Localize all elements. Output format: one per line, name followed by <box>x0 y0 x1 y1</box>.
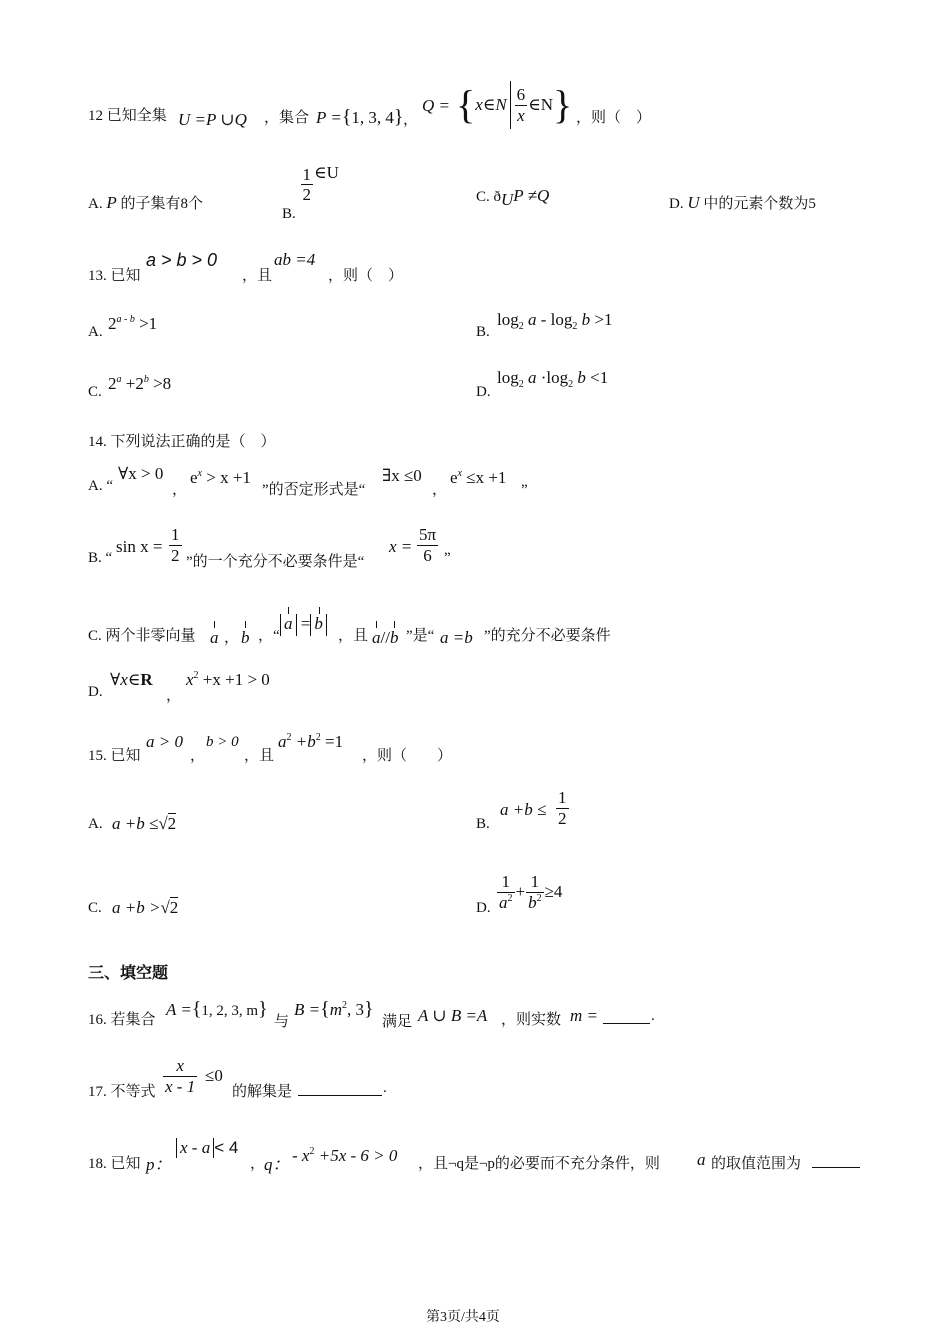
q15-b-frac: $\frac{1}{2}$ <box>558 788 567 828</box>
q16-m: m = <box>570 1006 598 1025</box>
q14-c-vec-b: b <box>241 628 250 647</box>
q13-option-c-expr: $2^a +2^b >8$ <box>108 374 172 393</box>
q13-option-d: D. <box>476 384 491 400</box>
q15-option-c: C. <box>88 900 102 916</box>
q16-cond: A ∪ B =A <box>418 1006 488 1025</box>
q15-and: ，且 <box>244 748 275 764</box>
q15-option-b: B. <box>476 816 490 832</box>
q14-option-d: D. <box>88 684 103 700</box>
q13-option-a-expr: $2^{a - b} >1$ <box>108 314 158 333</box>
q14-option-b: B. “ <box>88 550 113 566</box>
q15-stem: 15. 已知 <box>88 748 141 764</box>
q14-c-and: ，且 <box>338 628 369 644</box>
q14-b-mid: ”的一个充分不必要条件是“ <box>186 554 365 570</box>
q17-answer-blank[interactable] <box>298 1083 382 1096</box>
q15-option-a: A. <box>88 816 103 832</box>
q18-end: 的取值范围为 <box>711 1156 802 1172</box>
q17-ask: 的解集是 <box>232 1084 293 1100</box>
q14-option-a: A. “ <box>88 478 113 494</box>
q13-option-d-expr: $\log_2 a \cdot\log_2$ b <1 <box>497 368 609 390</box>
q12-option-a: A. P 的子集有8个 <box>88 193 203 212</box>
q14-b-end: ” <box>444 550 451 566</box>
q13-option-b-expr: $\log_2 a - \log_2 b >1$ <box>497 310 613 332</box>
q12-set-p: P ={1, 3, 4} <box>316 106 404 128</box>
q16-cond-text: 满足 <box>382 1014 413 1030</box>
q18-mid: ，且¬q是¬p的必要而不充分条件，则 <box>418 1156 660 1172</box>
q13-option-c: C. <box>88 384 102 400</box>
q18-a: a <box>697 1150 706 1169</box>
q15-d-expr: $\frac{1}{a^2}$ + $\frac{1}{b^2}$ ≥4 <box>499 872 563 912</box>
q17-end: . <box>383 1080 387 1096</box>
q16-end: . <box>651 1008 655 1024</box>
q14-a-end: „ <box>521 474 528 490</box>
q15-c-expr: a +b >√2 <box>112 898 179 917</box>
page-number: 第3页/共4页 <box>426 1310 500 1325</box>
q17-frac: $\frac{x}{x - 1}$ <box>165 1056 196 1096</box>
q12-stem: 12 已知全集 <box>88 108 167 124</box>
q18-comma: ， <box>250 1156 266 1172</box>
q13-option-a: A. <box>88 324 103 340</box>
q15-cond-a: a > 0 <box>146 732 183 751</box>
q12-option-b: B. $\frac{1}{2}$ ∈U <box>282 163 339 222</box>
q14-a-part2: $e^x > x +1$ <box>190 468 251 487</box>
q12-set-q-lhs: Q = <box>422 96 450 115</box>
q14-a-comma: ， <box>172 482 188 498</box>
q15-a-expr: a +b ≤√2 <box>112 814 177 833</box>
q13-stem: 13. 已知 <box>88 268 141 284</box>
q14-a-comma2: ， <box>432 482 448 498</box>
q13-product: ab =4 <box>274 250 316 269</box>
q14-c-parallel: a//b <box>372 628 399 647</box>
q14-a-part4: $e^x \le x +1$ <box>450 468 507 487</box>
q18-p: p： <box>146 1155 172 1174</box>
q12-universe: U =P ∪Q <box>178 110 247 129</box>
q14-stem: 14. 下列说法正确的是（ ） <box>88 434 276 450</box>
q12-option-c: C. $ð_UP \ne Q$ <box>476 186 550 209</box>
q17-stem: 17. 不等式 <box>88 1084 156 1100</box>
q14-c-quote1: ，“ <box>258 628 280 644</box>
q14-c-vec-a: a <box>210 628 219 647</box>
q15-cond-sum: $a^2 +b^2 =1$ <box>278 732 344 751</box>
q15-ask: ，则（ ） <box>362 748 453 764</box>
q16-set-a: A ={1, 2, 3, m} <box>166 998 268 1020</box>
q14-b-x: x = <box>389 537 413 556</box>
q14-b-sin: sin x = <box>116 537 163 556</box>
q14-option-c: C. 两个非零向量 <box>88 628 196 644</box>
q14-a-part1: ∀x > 0 <box>118 464 164 483</box>
q15-cond-b: b > 0 <box>206 734 239 750</box>
q18-stem: 18. 已知 <box>88 1156 141 1172</box>
q15-option-d: D. <box>476 900 491 916</box>
q13-ask: ，则（ ） <box>328 268 404 284</box>
q12-set-q: {x∈N $\frac{6}{x}$ ∈N} <box>456 82 573 127</box>
q16-with: 与 <box>274 1014 290 1030</box>
q14-d-comma: ， <box>166 688 182 704</box>
q14-c-end: ”的充分不必要条件 <box>484 628 611 644</box>
section-title: 三、填空题 <box>88 963 169 982</box>
q16-ask: ，则实数 <box>501 1012 562 1028</box>
q14-c-aeqb: a =b <box>440 628 473 647</box>
q14-d-part2: $x^2 +x +1 > 0$ <box>186 670 270 689</box>
q14-a-mid: ”的否定形式是“ <box>262 482 366 498</box>
q17-rel: ≤0 <box>205 1066 223 1085</box>
q15-comma: ， <box>190 748 206 764</box>
q12-set-label: ，集合 <box>264 110 310 126</box>
q14-b-frac2: $\frac{5\pi}{6}$ <box>419 525 437 565</box>
q13-option-b: B. <box>476 324 490 340</box>
q14-d-part1: ∀x∈R <box>110 670 153 689</box>
q15-b-expr: a +b ≤ <box>500 800 547 819</box>
q14-c-eq: a = b <box>280 614 327 636</box>
q18-answer-blank[interactable] <box>812 1155 860 1168</box>
q13-condition: a > b > 0 <box>146 250 218 270</box>
q12-ask: ，则（ ） <box>576 110 652 126</box>
q12-option-d: D. U 中的元素个数为5 <box>669 193 816 212</box>
q18-p-expr: x - a < 4 <box>176 1138 238 1158</box>
q16-answer-blank[interactable] <box>603 1011 650 1024</box>
q14-b-frac: $\frac{1}{2}$ <box>171 525 180 565</box>
q13-and: ，且 <box>242 268 273 284</box>
q18-q: q： <box>264 1155 290 1174</box>
q12-sep: ， <box>403 112 419 128</box>
q18-q-expr: - $x^2 +5x - 6 > 0$ <box>292 1146 398 1165</box>
q16-stem: 16. 若集合 <box>88 1012 156 1028</box>
q14-a-part3: ∃x ≤0 <box>382 466 422 485</box>
q16-set-b: $B =\{m^2$, 3} <box>294 998 374 1020</box>
q14-c-mid: ”是“ <box>406 628 435 644</box>
q14-c-comma: ， <box>224 630 240 646</box>
